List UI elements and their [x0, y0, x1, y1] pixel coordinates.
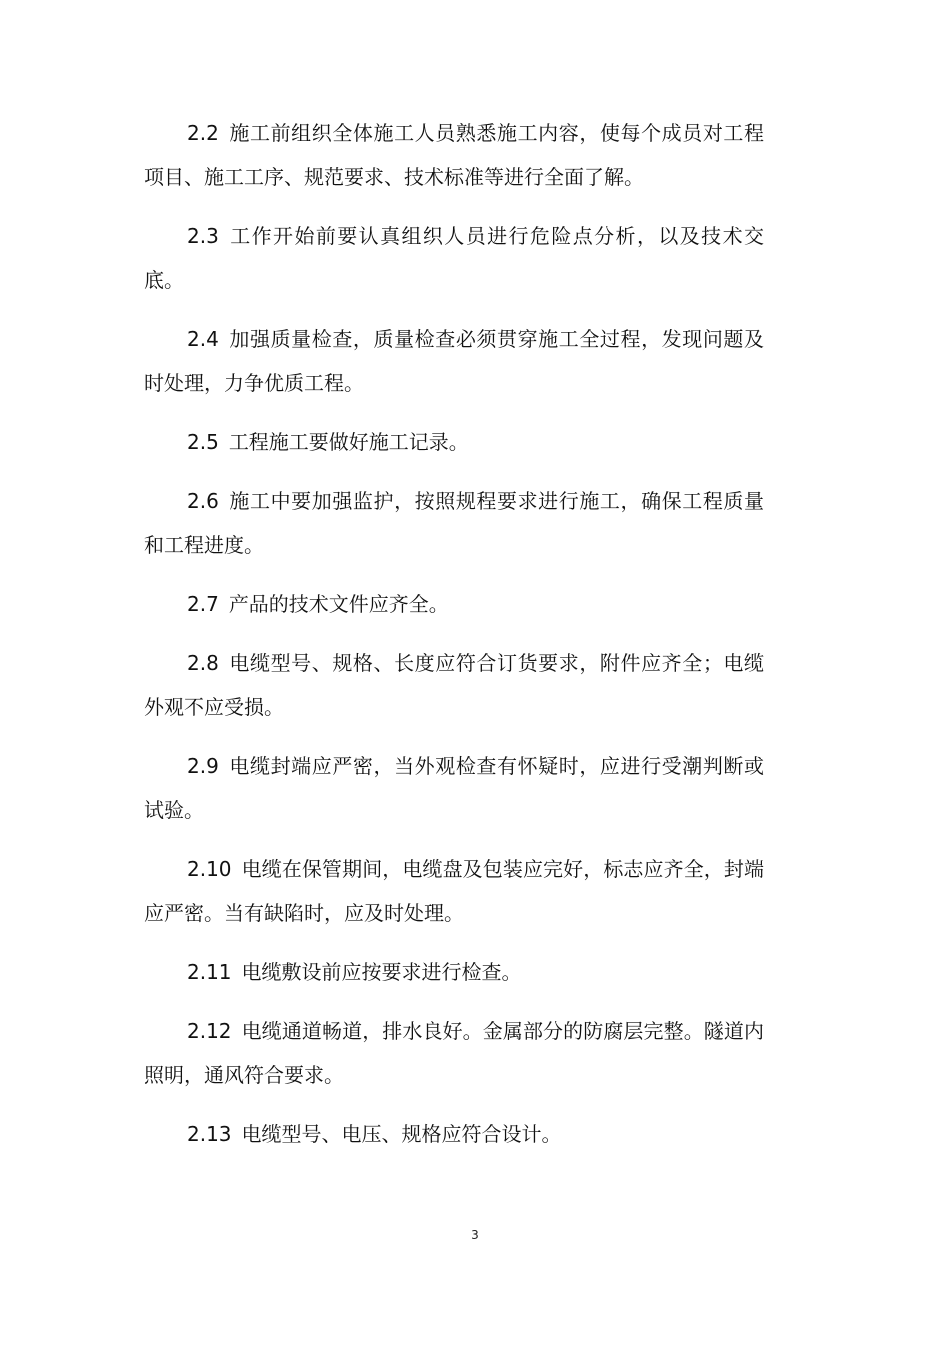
clause-number: 2.11 [187, 960, 232, 984]
clause-number: 2.3 [187, 224, 219, 248]
clause-number: 2.13 [187, 1122, 232, 1146]
clause-text: 施工中要加强监护，按照规程要求进行施工，确保工程质量和工程进度。 [144, 489, 764, 557]
clause-number: 2.9 [187, 754, 219, 778]
paragraph-2-9 [144, 744, 764, 832]
paragraph-2-12 [144, 1009, 764, 1097]
clause-text: 电缆型号、电压、规格应符合设计。 [241, 1122, 562, 1146]
clause-text: 施工前组织全体施工人员熟悉施工内容，使每个成员对工程项目、施工工序、规范要求、技术标准等进行全面了解。 [144, 121, 764, 189]
clause-text: 工程施工要做好施工记录。 [228, 430, 469, 454]
paragraph-2-4 [144, 317, 764, 405]
paragraph-2-13 [144, 1112, 764, 1156]
clause-text: 加强质量检查，质量检查必须贯穿施工全过程，发现问题及时处理，力争优质工程。 [144, 327, 764, 395]
clause-number: 2.6 [187, 489, 219, 513]
clause-number: 2.5 [187, 430, 219, 454]
page-number: 3 [471, 1228, 479, 1242]
clause-text: 电缆敷设前应按要求进行检查。 [241, 960, 522, 984]
clause-text: 工作开始前要认真组织人员进行危险点分析，以及技术交底。 [144, 224, 764, 292]
paragraph-2-10 [144, 847, 764, 935]
paragraph-2-3 [144, 214, 764, 302]
clause-text: 产品的技术文件应齐全。 [228, 592, 449, 616]
clause-text: 电缆通道畅道，排水良好。金属部分的防腐层完整。隧道内照明，通风符合要求。 [144, 1019, 764, 1087]
clause-number: 2.10 [187, 857, 232, 881]
paragraph-2-7 [144, 582, 764, 626]
clause-text: 电缆型号、规格、长度应符合订货要求，附件应齐全；电缆外观不应受损。 [144, 651, 764, 719]
clause-number: 2.8 [187, 651, 219, 675]
clause-number: 2.7 [187, 592, 219, 616]
clause-text: 电缆在保管期间，电缆盘及包装应完好，标志应齐全，封端应严密。当有缺陷时，应及时处理。 [144, 857, 764, 925]
clause-number: 2.2 [187, 121, 219, 145]
clause-text: 电缆封端应严密，当外观检查有怀疑时，应进行受潮判断或试验。 [144, 754, 764, 822]
document-body [144, 111, 764, 1171]
paragraph-2-11 [144, 950, 764, 994]
paragraph-2-2 [144, 111, 764, 199]
paragraph-2-8 [144, 641, 764, 729]
paragraph-2-5 [144, 420, 764, 464]
paragraph-2-6 [144, 479, 764, 567]
clause-number: 2.12 [187, 1019, 232, 1043]
clause-number: 2.4 [187, 327, 219, 351]
